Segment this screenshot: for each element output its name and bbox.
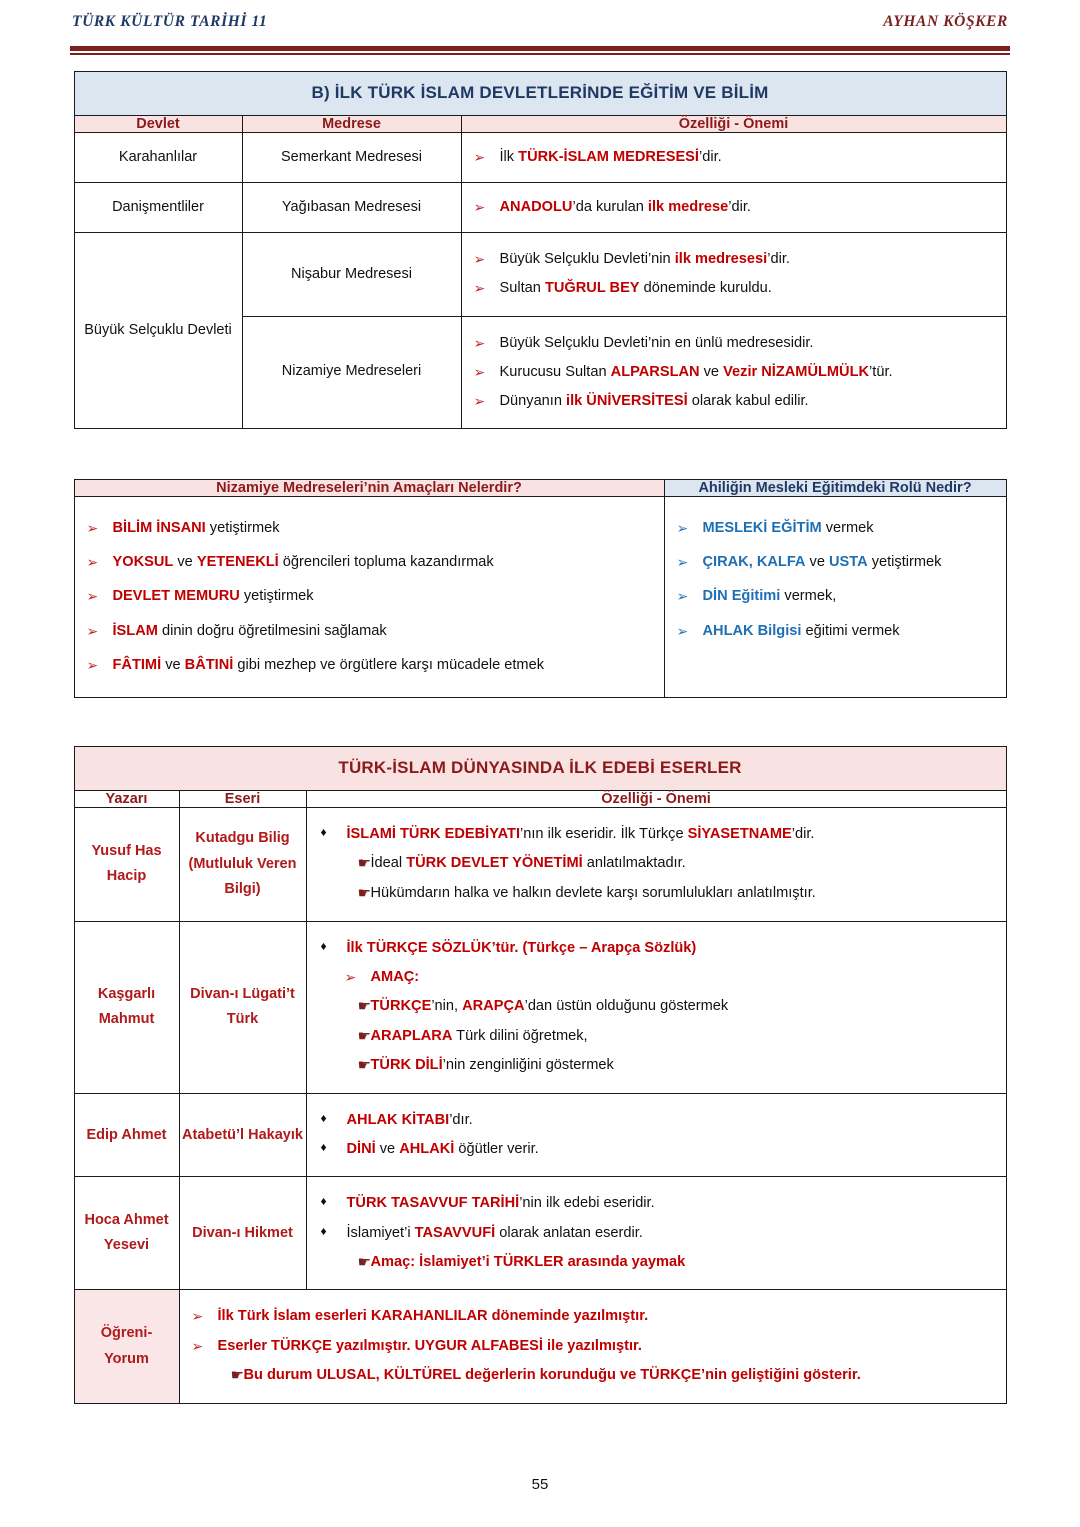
list-item-text: İdeal TÜRK DEVLET YÖNETİMİ anlatılmaktadır.: [370, 855, 686, 872]
book-title: TÜRK KÜLTÜR TARİHİ 11: [72, 13, 268, 30]
list-item-text: AMAÇ:: [370, 968, 420, 985]
list-item: [319, 938, 996, 959]
list-item-text: İlk Türk İslam eserleri KARAHANLILAR döneminde yazılmıştır.: [217, 1308, 649, 1325]
list-item: [192, 1365, 996, 1387]
list-item: [677, 518, 996, 539]
list-item: [319, 1055, 996, 1077]
list-item-text: AHLAK Bilgisi eğitimi vermek: [702, 622, 900, 639]
arrow-red-icon: ➢: [86, 554, 99, 571]
table-header-row: [74, 480, 1006, 497]
list-item: [474, 333, 996, 354]
list-item-text: Bu durum ULUSAL, KÜLTÜREL değerlerin korunduğu ve TÜRKÇE’nin geliştiğini gösterir.: [243, 1366, 861, 1383]
list-item: [474, 249, 996, 270]
list-item: [87, 655, 654, 676]
list-item-text: Amaç: İslamiyet’i TÜRKLER arasında yaymak: [370, 1253, 686, 1270]
list-item-text: İslamiyet’i TASAVVUFİ olarak anlatan eserdir.: [346, 1224, 643, 1241]
cell-medrese: Yağıbasan Medresesi: [242, 183, 461, 233]
list-item-text: DİN Eğitimi vermek,: [702, 588, 837, 605]
arrow-red-icon: ➢: [86, 622, 99, 639]
table2-header-right: Ahiliğin Mesleki Eğitimdeki Rolü Nedir?: [664, 480, 1006, 497]
table-row: [74, 72, 1006, 116]
list-item: [677, 552, 996, 573]
table-row: [74, 497, 1006, 698]
list-item-text: TÜRK TASAVVUF TARİHİ’nin ilk edebi eseridir.: [346, 1195, 655, 1212]
cell-ozelligi: [306, 921, 1006, 1094]
list-item-text: BİLİM İNSANI yetiştirmek: [112, 520, 280, 537]
table-ilk-edebi-eserler: [74, 746, 1007, 1404]
arrow-red-icon: ➢: [473, 280, 486, 297]
bullet-list: [462, 183, 1006, 232]
arrow-blue-icon: ➢: [676, 622, 689, 639]
list-item-text: ANADOLU’da kurulan ilk medrese’dir.: [499, 199, 751, 216]
diamond-icon: ♦: [320, 1194, 327, 1209]
list-item-text: FÂTIMİ ve BÂTINİ gibi mezhep ve örgütlere karşı mücadele etmek: [112, 656, 545, 673]
table1-col-medrese: Medrese: [242, 116, 461, 133]
list-item-text: İSLAM dinin doğru öğretilmesini sağlamak: [112, 622, 387, 639]
table-row: [74, 807, 1006, 921]
arrow-red-icon: ➢: [86, 520, 99, 537]
table1-col-devlet: Devlet: [74, 116, 242, 133]
bullet-list-amaclar: [75, 497, 664, 697]
table-row-ogreni-yorum: [74, 1290, 1006, 1403]
cell-ozelligi: [461, 133, 1006, 183]
list-item-text: Kurucusu Sultan ALPARSLAN ve Vezir NİZAMÜLMÜLK’tür.: [499, 363, 893, 380]
table-row: [74, 183, 1006, 233]
table-row: [74, 133, 1006, 183]
cell-yazari: Hoca Ahmet Yesevi: [74, 1177, 179, 1290]
list-item-text: DEVLET MEMURU yetiştirmek: [112, 588, 314, 605]
arrow-red-icon: ➢: [473, 251, 486, 268]
table-header-row: [74, 790, 1006, 807]
hand-icon: ☚: [357, 1027, 371, 1045]
cell-eseri: Atabetü’l Hakayık: [179, 1094, 306, 1177]
cell-ogreni-yorum-label: Öğreni- Yorum: [74, 1290, 179, 1403]
cell-eseri: Kutadgu Bilig (Mutluluk Veren Bilgi): [179, 807, 306, 921]
cell-medrese: Nizamiye Medreseleri: [242, 316, 461, 428]
list-item: [87, 621, 654, 642]
cell-eseri: Divan-ı Lügati’t Türk: [179, 921, 306, 1094]
list-item: [677, 621, 996, 642]
running-head: [72, 0, 1008, 43]
page-number: 55: [531, 1476, 549, 1493]
cell-eseri: Divan-ı Hikmet: [179, 1177, 306, 1290]
table3-col-yazari: Yazarı: [74, 790, 179, 807]
bullet-list: [307, 808, 1006, 921]
arrow-red-icon: ➢: [86, 656, 99, 673]
table-row: [74, 921, 1006, 1094]
hand-icon: ☚: [357, 1253, 371, 1271]
table3-col-eseri: Eseri: [179, 790, 306, 807]
author-name: AYHAN KÖŞKER: [883, 13, 1008, 30]
bullet-list: [307, 922, 1006, 1094]
list-item: [319, 824, 996, 845]
list-item-text: DİNİ ve AHLAKİ öğütler verir.: [346, 1141, 539, 1158]
cell-devlet-buyuk-selcuklu: Büyük Selçuklu Devleti: [74, 233, 242, 429]
cell-ozelligi: [461, 183, 1006, 233]
list-item: [474, 147, 996, 168]
list-item-text: Dünyanın ilk ÜNİVERSİTESİ olarak kabul edilir.: [499, 392, 809, 409]
hand-icon: ☚: [357, 1057, 371, 1075]
list-item-text: Hükümdarın halka ve halkın devlete karşı sorumlulukları anlatılmıştır.: [370, 884, 816, 901]
list-item: [319, 967, 996, 988]
table-header-row: [74, 116, 1006, 133]
cell-medrese: Nişabur Medresesi: [242, 233, 461, 316]
list-item: [192, 1306, 996, 1327]
table3-col-ozelligi: Özelliği - Önemi: [306, 790, 1006, 807]
arrow-red-icon: ➢: [86, 588, 99, 605]
arrow-red-icon: ➢: [473, 363, 486, 380]
list-item: [474, 197, 996, 218]
list-item-text: ARAPLARA Türk dilini öğretmek,: [370, 1027, 588, 1044]
cell-medrese: Semerkant Medresesi: [242, 133, 461, 183]
list-item-text: Büyük Selçuklu Devleti’nin ilk medresesi’dir.: [499, 251, 790, 268]
cell-yazari: Edip Ahmet: [74, 1094, 179, 1177]
cell-ozelligi: [461, 233, 1006, 316]
table3-banner-cell: [74, 746, 1006, 790]
bullet-list: [462, 133, 1006, 182]
diamond-icon: ♦: [320, 824, 327, 839]
list-item: [319, 1252, 996, 1274]
bullet-list-ahilik: [665, 497, 1006, 663]
diamond-icon: ♦: [320, 938, 327, 953]
table2-cell-right: [664, 497, 1006, 698]
bullet-list: [307, 1177, 1006, 1289]
list-item: [87, 518, 654, 539]
hand-icon: ☚: [357, 997, 371, 1015]
cell-ozelligi: [306, 807, 1006, 921]
cell-yazari: Yusuf Has Hacip: [74, 807, 179, 921]
list-item: [319, 1026, 996, 1048]
list-item-text: ÇIRAK, KALFA ve USTA yetiştirmek: [702, 554, 942, 571]
list-item-text: İSLAMİ TÜRK EDEBİYATI’nın ilk eseridir. İlk Türkçe SİYASETNAME’dir.: [346, 825, 815, 842]
table-row: [74, 746, 1006, 790]
table2-header-left: Nizamiye Medreseleri’nin Amaçları Nelerdir?: [74, 480, 664, 497]
list-item-text: Eserler TÜRKÇE yazılmıştır. UYGUR ALFABESİ ile yazılmıştır.: [217, 1337, 642, 1354]
table3-banner-text: TÜRK-İSLAM DÜNYASINDA İLK EDEBİ ESERLER: [338, 757, 742, 777]
list-item: [319, 1110, 996, 1131]
cell-ogreni-yorum-content: [179, 1290, 1006, 1403]
hand-icon: ☚: [357, 855, 371, 873]
list-item: [319, 1193, 996, 1214]
list-item-text: İlk TÜRK-İSLAM MEDRESESİ’dir.: [499, 149, 722, 165]
cell-devlet: Karahanlılar: [74, 133, 242, 183]
table-ilk-turk-islam-devletleri: [74, 71, 1007, 429]
arrow-red-icon: ➢: [191, 1308, 204, 1325]
cell-ozelligi: [461, 316, 1006, 428]
arrow-red-icon: ➢: [473, 199, 486, 216]
bullet-list: [462, 233, 1006, 315]
list-item-text: MESLEKİ EĞİTİM vermek: [702, 520, 874, 537]
list-item-text: TÜRKÇE’nin, ARAPÇA’dan üstün olduğunu göstermek: [370, 997, 729, 1014]
arrow-blue-icon: ➢: [676, 588, 689, 605]
arrow-red-icon: ➢: [473, 149, 486, 165]
cell-ozelligi: [306, 1177, 1006, 1290]
list-item: [87, 552, 654, 573]
table1-banner-cell: [74, 72, 1006, 116]
table-row: [74, 1094, 1006, 1177]
cell-yazari: Kaşgarlı Mahmut: [74, 921, 179, 1094]
list-item-text: YOKSUL ve YETENEKLİ öğrencileri topluma kazandırmak: [112, 554, 494, 571]
list-item: [319, 996, 996, 1018]
list-item-text: TÜRK DİLİ’nin zenginliğini göstermek: [370, 1057, 614, 1074]
bullet-list-ogreni-yorum: [180, 1290, 1006, 1402]
list-item-text: AHLAK KİTABI’dır.: [346, 1112, 473, 1129]
diamond-icon: ♦: [320, 1111, 327, 1126]
arrow-red-icon: ➢: [344, 968, 357, 985]
table2-cell-left: [74, 497, 664, 698]
diamond-icon: ♦: [320, 1223, 327, 1238]
list-item: [474, 362, 996, 383]
table-row: [74, 1177, 1006, 1290]
table-row: [74, 233, 1006, 316]
arrow-red-icon: ➢: [191, 1337, 204, 1354]
cell-ozelligi: [306, 1094, 1006, 1177]
header-divider: [70, 46, 1010, 55]
list-item-text: Büyük Selçuklu Devleti’nin en ünlü medresesidir.: [499, 334, 814, 351]
arrow-red-icon: ➢: [473, 392, 486, 409]
list-item-text: Sultan TUĞRUL BEY döneminde kuruldu.: [499, 280, 772, 297]
list-item: [319, 883, 996, 905]
arrow-red-icon: ➢: [473, 334, 486, 351]
hand-icon: ☚: [357, 884, 371, 902]
cell-devlet: Danişmentliler: [74, 183, 242, 233]
bullet-list: [462, 317, 1006, 428]
list-item: [87, 586, 654, 607]
arrow-blue-icon: ➢: [676, 554, 689, 571]
table1-banner-text: B) İLK TÜRK İSLAM DEVLETLERİNDE EĞİTİM VE BİLİM: [311, 83, 769, 102]
list-item: [677, 586, 996, 607]
hand-icon: ☚: [230, 1366, 244, 1384]
bullet-list: [307, 1094, 1006, 1176]
list-item: [192, 1336, 996, 1357]
list-item: [474, 278, 996, 299]
list-item: [319, 1223, 996, 1244]
arrow-blue-icon: ➢: [676, 520, 689, 537]
list-item-text: İlk TÜRKÇE SÖZLÜK’tür. (Türkçe – Arapça Sözlük): [346, 939, 697, 956]
list-item: [319, 1139, 996, 1160]
table-amaclar-ahilik: [74, 479, 1007, 698]
table1-col-ozelligi: Özelliği - Önemi: [461, 116, 1006, 133]
list-item: [319, 853, 996, 875]
diamond-icon: ♦: [320, 1140, 327, 1155]
list-item: [474, 391, 996, 412]
